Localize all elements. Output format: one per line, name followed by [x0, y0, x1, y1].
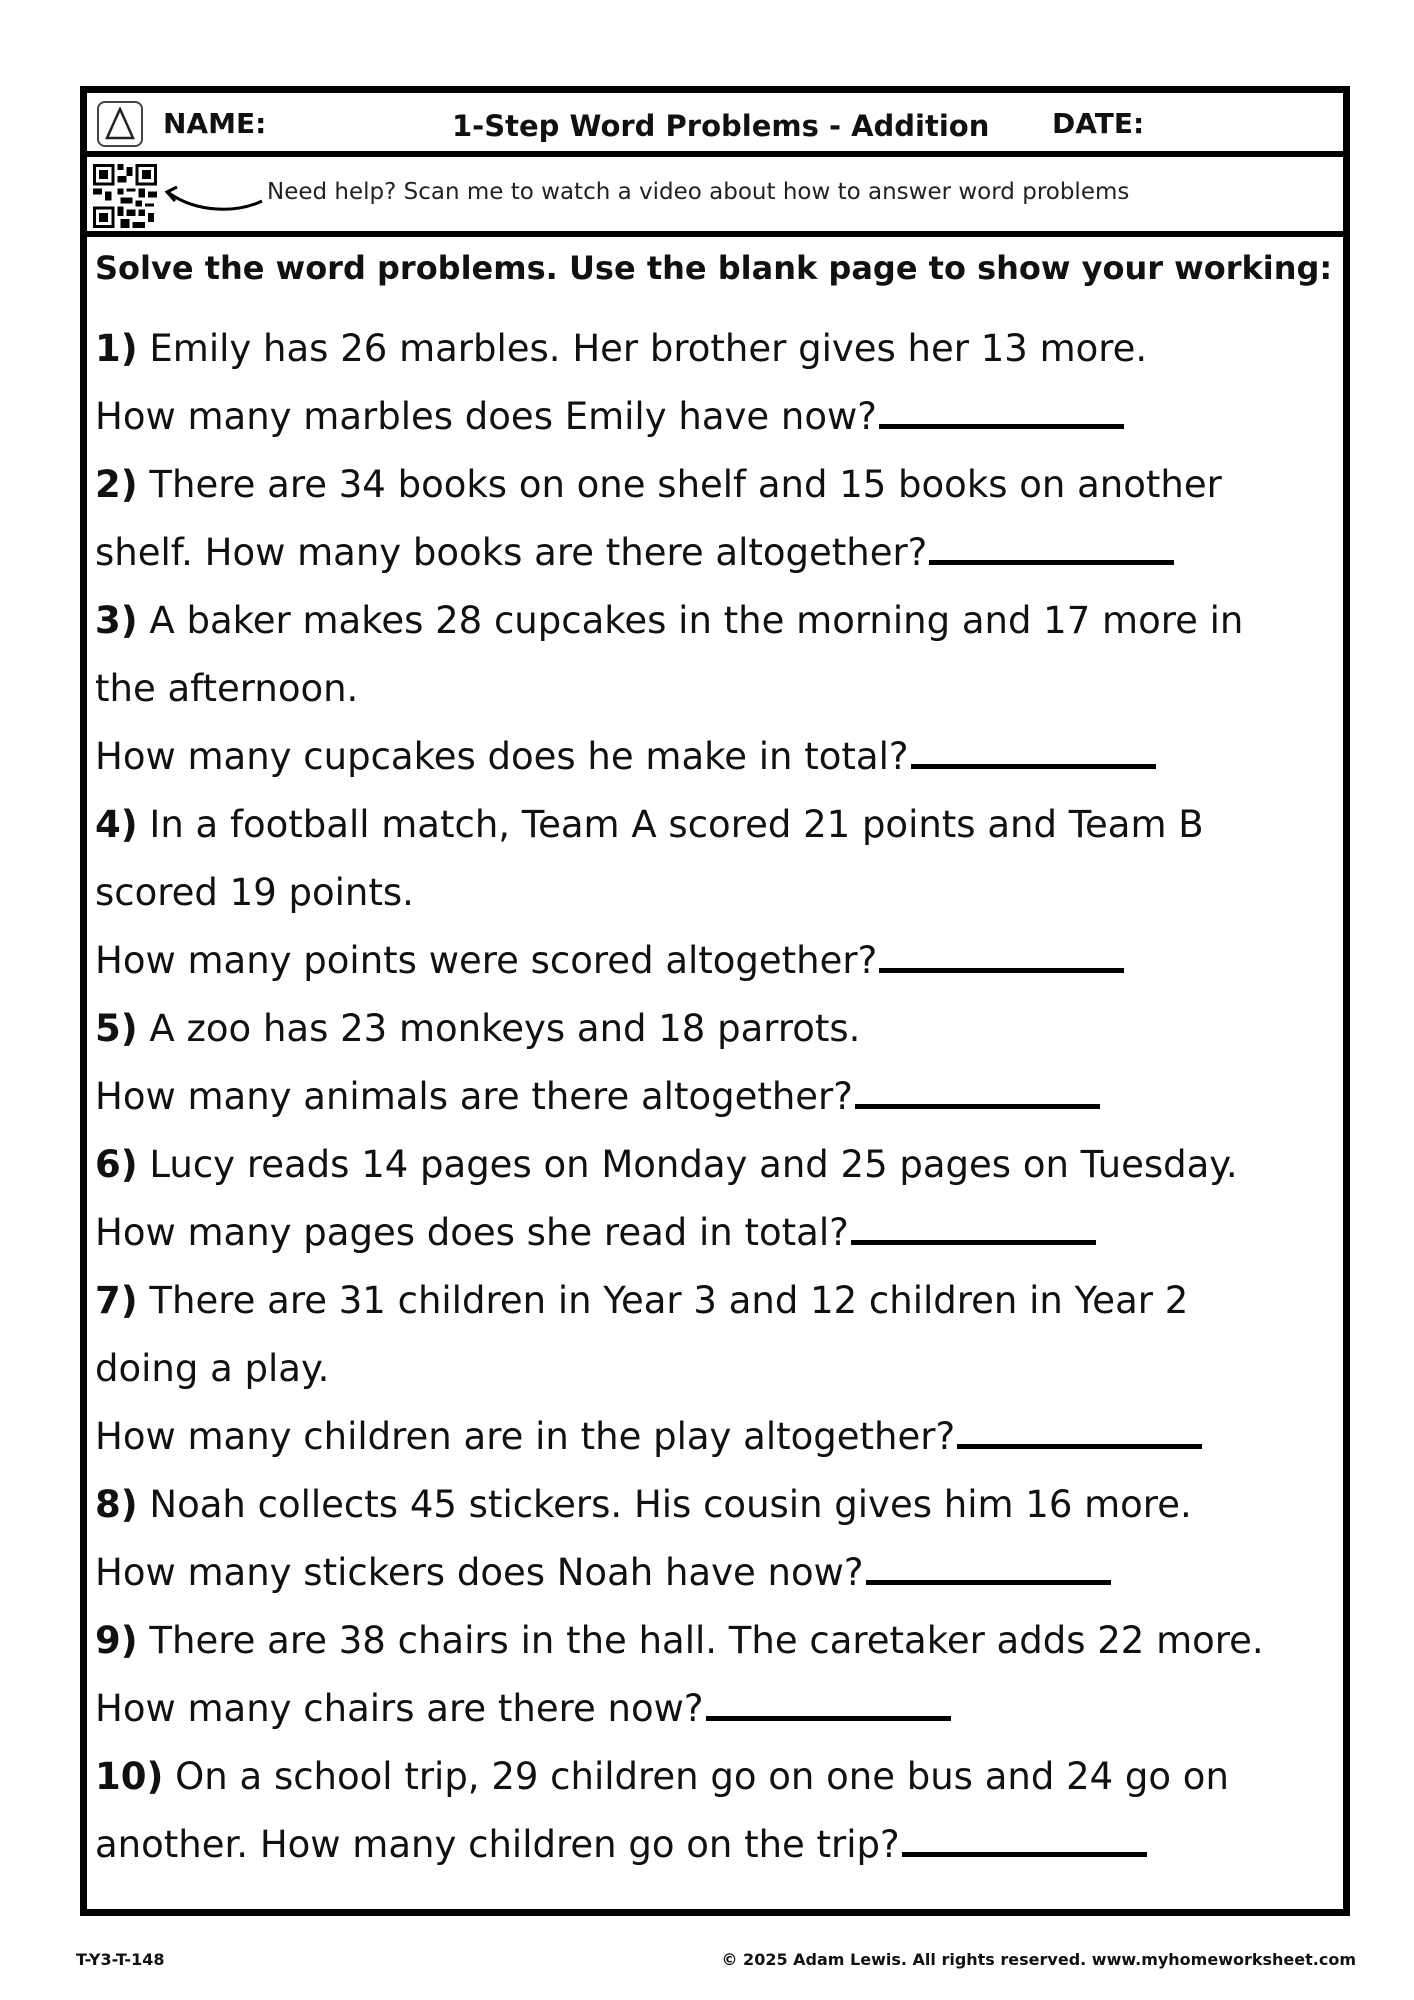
question-text: doing a play.	[95, 1347, 330, 1390]
question-text: How many marbles does Emily have now?	[95, 395, 877, 438]
answer-blank[interactable]	[851, 1240, 1096, 1245]
question-text: Noah collects 45 stickers. His cousin gives him 16 more.	[149, 1483, 1192, 1526]
question-3-line	[95, 655, 1335, 723]
question-number: 9)	[95, 1619, 138, 1662]
qr-code-icon[interactable]	[93, 164, 157, 228]
question-text: another. How many children go on the trip?	[95, 1823, 900, 1866]
question-8-line	[95, 1539, 1335, 1607]
question-number: 6)	[95, 1143, 138, 1186]
question-number: 8)	[95, 1483, 138, 1526]
page-title: 1-Step Word Problems - Addition	[452, 109, 990, 143]
question-text: There are 31 children in Year 3 and 12 children in Year 2	[149, 1279, 1189, 1322]
header-row	[87, 93, 1343, 157]
triangle-logo-icon	[97, 101, 143, 147]
question-text: A zoo has 23 monkeys and 18 parrots.	[149, 1007, 861, 1050]
answer-blank[interactable]	[855, 1104, 1100, 1109]
question-text: How many children are in the play altogether?	[95, 1415, 956, 1458]
question-number: 10)	[95, 1755, 164, 1798]
answer-blank[interactable]	[879, 968, 1124, 973]
question-4-line	[95, 859, 1335, 927]
question-2-line	[95, 451, 1335, 519]
question-number: 7)	[95, 1279, 138, 1322]
question-text: A baker makes 28 cupcakes in the morning and 17 more in	[149, 599, 1244, 642]
answer-blank[interactable]	[957, 1444, 1202, 1449]
question-5-line	[95, 1063, 1335, 1131]
question-7-line	[95, 1403, 1335, 1471]
question-10-line	[95, 1811, 1335, 1879]
question-3-line	[95, 587, 1335, 655]
answer-blank[interactable]	[706, 1716, 951, 1721]
question-8-line	[95, 1471, 1335, 1539]
question-list	[95, 315, 1335, 1879]
curved-arrow-icon	[157, 173, 267, 223]
worksheet-code: T-Y3-T-148	[76, 1950, 165, 1969]
copyright-footer: © 2025 Adam Lewis. All rights reserved. www.myhomeworksheet.com	[721, 1950, 1356, 1969]
question-7-line	[95, 1267, 1335, 1335]
question-9-line	[95, 1675, 1335, 1743]
question-7-line	[95, 1335, 1335, 1403]
question-9-line	[95, 1607, 1335, 1675]
question-text: shelf. How many books are there altogether?	[95, 531, 928, 574]
question-5-line	[95, 995, 1335, 1063]
question-number: 1)	[95, 327, 138, 370]
question-6-line	[95, 1131, 1335, 1199]
question-4-line	[95, 791, 1335, 859]
question-10-line	[95, 1743, 1335, 1811]
answer-blank[interactable]	[911, 764, 1156, 769]
question-text: On a school trip, 29 children go on one bus and 24 go on	[175, 1755, 1229, 1798]
question-text: Emily has 26 marbles. Her brother gives her 13 more.	[149, 327, 1148, 370]
question-text: Lucy reads 14 pages on Monday and 25 pages on Tuesday.	[149, 1143, 1238, 1186]
name-label: NAME:	[163, 107, 267, 140]
question-number: 4)	[95, 803, 138, 846]
question-2-line	[95, 519, 1335, 587]
answer-blank[interactable]	[866, 1580, 1111, 1585]
question-number: 5)	[95, 1007, 138, 1050]
help-text: Need help? Scan me to watch a video about how to answer word problems	[267, 179, 1130, 205]
worksheet-frame	[80, 86, 1350, 1916]
question-text: How many points were scored altogether?	[95, 939, 878, 982]
question-6-line	[95, 1199, 1335, 1267]
answer-blank[interactable]	[929, 560, 1174, 565]
question-text: scored 19 points.	[95, 871, 414, 914]
question-number: 2)	[95, 463, 138, 506]
question-number: 3)	[95, 599, 138, 642]
answer-blank[interactable]	[902, 1852, 1147, 1857]
question-text: How many pages does she read in total?	[95, 1211, 849, 1254]
question-text: How many animals are there altogether?	[95, 1075, 853, 1118]
question-text: How many stickers does Noah have now?	[95, 1551, 864, 1594]
question-text: In a football match, Team A scored 21 points and Team B	[149, 803, 1204, 846]
question-1-line	[95, 383, 1335, 451]
question-text: There are 38 chairs in the hall. The caretaker adds 22 more.	[149, 1619, 1264, 1662]
help-row	[87, 157, 1343, 237]
question-4-line	[95, 927, 1335, 995]
question-1-line	[95, 315, 1335, 383]
question-3-line	[95, 723, 1335, 791]
question-text: How many chairs are there now?	[95, 1687, 704, 1730]
question-text: How many cupcakes does he make in total?	[95, 735, 909, 778]
instructions: Solve the word problems. Use the blank page to show your working:	[95, 249, 1333, 287]
date-label: DATE:	[1052, 107, 1145, 140]
answer-blank[interactable]	[879, 424, 1124, 429]
question-text: the afternoon.	[95, 667, 359, 710]
question-text: There are 34 books on one shelf and 15 books on another	[149, 463, 1222, 506]
